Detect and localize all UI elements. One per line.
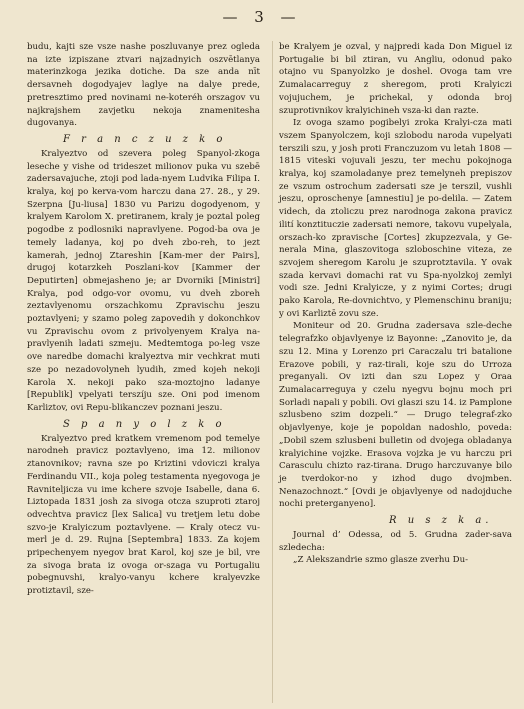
- page-number: — 3 —: [222, 8, 302, 26]
- moniteur-paragraph: Moniteur od 20. Grudna zadersava szle-dechе telegrafzko objavlyenye iz Bayonne: „Zanovito je, da szu 12. Mina y Lorenzo pri Caraczalu tri batalione Erazove pobili, y raz-tirali, koje szu do Urroza preganyali. Ov izti dan szu Lopez y Oraa Zumalacarreguya y czelu nyegvu bojnu moch pri Sorladi napali y pobili. Ovi glaszi szu 14. iz Pamplone szlusbeno szim dozpeli.“ — Drugo telegraf-zko objavlyenye, koje je popoldan nadoshlo, poveda: „Dobil szem szlusbeni bulletin od dvojega obladanya kralyichine vojzke. Erasova vojzka je vu harczu pri Carasculu chizto raz-tirana. Drugo harczuvanye bilo je tverdokor-no y izhod dugo dvojmben. Nenazochnozt.“ [Ovdi je objavlyenye od nadojduche nochi preterganyeno].: [279, 321, 512, 510]
- right-column: [272, 41, 512, 703]
- spain-paragraph: Kralyeztvo pred kratkem vremenom pod temelye narodneh pravicz poztavlyeno, ima 12. milionov ztanovnikov; ravna sze po Kriztini vdoviczi kralya Ferdinandu VII., koja poleg testamenta nyegovoga je Ravniteljicza vu ime kchere szvoje Isabelle, dana 6. Liztopada 1831 josh za sivoga otcza szuproti ztaroj odvechtva pravicz [lex Salica] vu tretjem letu dobe szvo-je Kralyiczum poztavlyene. — Kraly otecz vu-merl je d. 29. Rujna [Septembra] 1833. Za kojem pripechenyem nyegov brat Karol, koj sze je bil, vre za sivoga brata iz ovoga or-szaga vu Portugaliu pobegnuvshi, kralyo-vanyu kchere kralyevzke protiztavil, sze-: [27, 433, 260, 597]
- spain-continued-paragraph: be Kralyem je ozval, y najpredi kada Don Miguel iz Portugalie bi bil ztiran, vu Angliu, odonud pako otajno vu Spanyolzko je doshel. Ovoga tam vre Zumalacarreguy z sheregom, proti Kralyiczi vojujuchem, je prichekal, y odonda broj szuprotivnikov kralyichineh vsza-ki dan razte.: [279, 42, 512, 116]
- france-paragraph: Kralyeztvo od szevera poleg Spanyol-zkoga leseche y vishe od trideszet milionov puka vu szebē zadersavajuche, ztoji pod lada-nyem Ludvika Filipa I. kralya, koj po kerva-vom harczu dana 27. 28., y 29. Szerpna [Ju-liusa] 1830 vu Parizu dogodyenom, y kralyem Karolom X. pretiranem, kraly je poztal poleg pogodbe z podlosniki napravlyene. Pogod-ba ova je temely ladanya, koj po dveh zbo-reh, to jezt kamerah, jednoj Ztareshin [Kam-mer der Pairs], drugoj kotarzkeh Poszlani-kov [Kammer der Deputirten] obmejasheno je; ar Dvorniki [Ministri] Kralya, pod odgo-vor ovomu, vu dveh zboreh zeztavlyenomu orszachkomu Zpravischu jeszu poztavlyeni; y szamo poleg zapovedih y dokonchkov vu Zpravischu ovom z privolyenyem Kralya na-pravlyenih ladati szmeju. Medtemtoga po-leg vsze ove naredbe domachi kralyeztva mir vechkrat muti sze po nezadovolyneh lyudih, zmed kojeh nekoji Karola X. nekoji pako sza-moztojno ladanye [Republik] vpelyati terszíju sze. Oni pod imenom Karliztov, ovi Repu-blikanczev poznani jeszu.: [27, 148, 260, 413]
- journal-paragraph: Journal d’ Odessa, od 5. Grudna zader-sava szledecha:: [279, 530, 512, 553]
- section-heading-russia: R u s z k a.: [389, 515, 493, 527]
- quote-paragraph: „Z Alekszandrie szmo glasze zverhu Du-: [293, 555, 469, 566]
- war-paragraph: Iz ovoga szamo pogibelyi zroka Kralyi-cza mati vszem Spanyolczem, koji szlobodu naroda vupelyati terszili szu, y josh proti Franczuzom vu letah 1808 — 1815 viteski vojuvali jeszu, ter mechu pokojnoga kralya, koj szamoladanye prez temelyneh prepiszov ze vszum ostrochum zadersati sze je terszil, vushli jeszu, oproschenye [amnestiu] je po-delila. — Zatem videch, da ztoliczu prez narodnoga zakona pravicz ilití konztitucziе zadersati nemore, takovu vupelyala, orszach-ko zpravische [Cortes] zkupzezvala, y Ge-nerala Mina, glaszovitoga szloboschine viteza, ze szvojem sheregom Karolu je szuprotztavila. Y ovak szada kervavi domachi rat vu Spa-nyolzkoj zemlyi vodi sze. Jedni Kralyicze, y z nyimi Cortes; drugi pako Karola, Re-dovnichtvo, y Plemenschinu braniju; y ovi Karliztē zovu sze.: [279, 118, 512, 319]
- section-heading-france: F r a n c z u z k o: [63, 133, 227, 145]
- intro-paragraph: budu, kajti sze vsze nashe poszluvanye prez ogleda na izte izpiszane ztvari najzadnyich oszvētlanya materinzkoga jezika dotiche. Da sze anda nīt dersavneh dogodyajev laglye na dalye prede, pretresztimo pred novinami ne-koteréh orszagov vu najkrajshem zavjetku nekoja znamenitesha dugovanya.: [27, 42, 260, 129]
- left-column: [27, 41, 260, 703]
- section-heading-spain: S p a n y o l z k o: [63, 418, 226, 430]
- columns: [27, 41, 512, 703]
